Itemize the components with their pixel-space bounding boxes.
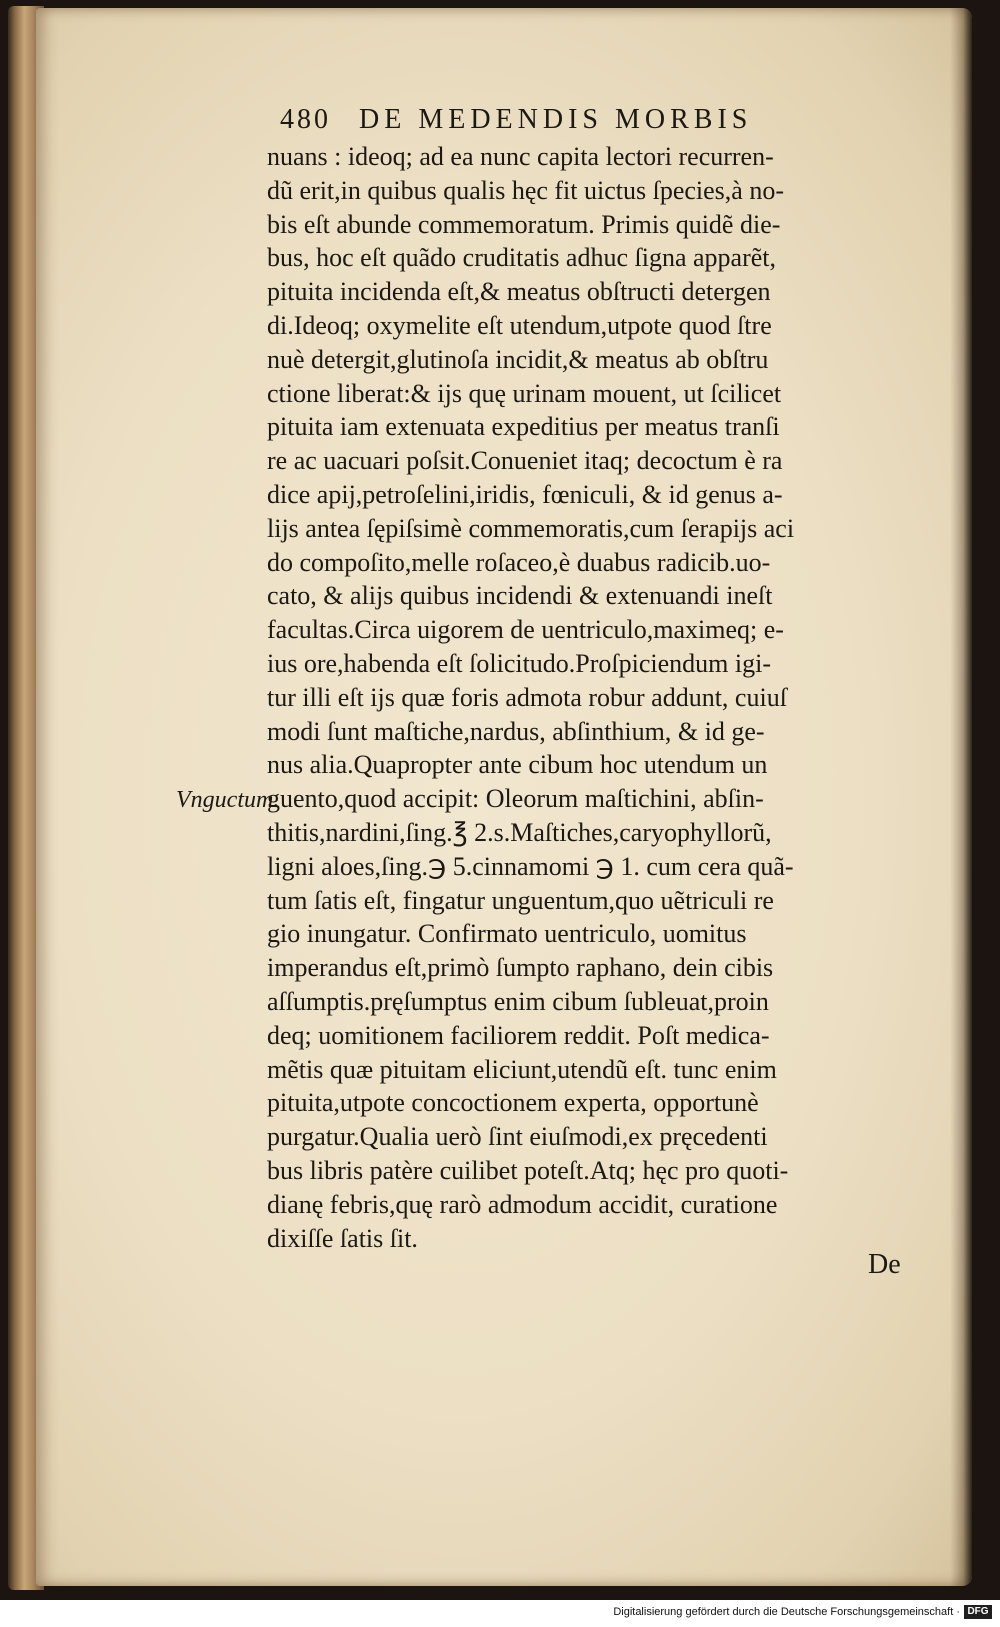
text-line: purgatur.Qualia uerò ſint eiuſmodi,ex pręcedenti [267,1122,768,1152]
text-line: do compoſito,melle roſaceo,è duabus radicib.uo- [267,547,771,577]
text-line: ctione liberat:& ijs quę urinam mouent, ut ſcilicet [267,378,782,408]
page-header [280,104,880,136]
body-text [267,140,887,1255]
text-line: guento,quod accipit: Oleorum maſtichini, abſin- [267,784,764,814]
text-line: di.Ideoq; oxymelite eſt utendum,utpote quod ſtre [267,310,772,340]
text-line: dixiſſe ſatis ſit. [267,1223,418,1253]
text-line: facultas.Circa uigorem de uentriculo,maximeq; e- [267,615,784,645]
text-line: thitis,nardini,ſing.℥ 2.s.Maſtiches,caryophyllorũ, [267,817,772,847]
text-line: gio inungatur. Confirmato uentriculo, uomitus [267,919,747,949]
text-line: lijs antea ſępiſsimè commemoratis,cum ſerapijs aci [267,513,795,543]
text-line: modi ſunt maſtiche,nardus, abſinthium, & id ge- [267,716,765,746]
dfg-logo-icon: DFG [964,1605,992,1619]
text-line: tur illi eſt ijs quæ foris admota robur addunt, cuiuſ [267,682,787,712]
text-line: deq; uomitionem faciliorem reddit. Poſt medica- [267,1020,770,1050]
text-line: cato, & alijs quibus incidendi & extenuandi ineſt [267,581,773,611]
text-line: pituita,utpote concoctionem experta, opportunè [267,1088,759,1118]
text-line: nuans : ideoq; ad ea nunc capita lectori recurren- [267,142,774,171]
text-line: bus, hoc eſt quãdo cruditatis adhuc ſigna apparẽt, [267,243,777,273]
text-line: nuè detergit,glutinoſa incidit,& meatus ab obſtru [267,344,769,374]
running-head: DE MEDENDIS MORBIS [359,104,753,135]
text-line: ius ore,habenda eſt ſolicitudo.Proſpiciendum igi- [267,648,772,678]
text-line: dice apij,petroſelini,iridis, fœniculi, & id genus a- [267,479,783,509]
page-number: 480 [280,104,331,135]
text-line: imperandus eſt,primò ſumpto raphano, dein cibis [267,953,774,983]
text-line: bis eſt abunde commemoratum. Primis quidẽ die- [267,209,781,239]
text-line: pituita incidenda eſt,& meatus obſtructi detergen [267,277,771,307]
text-line: aſſumptis.pręſumptus enim cibum ſubleuat,proin [267,986,769,1016]
text-line: re ac uacuari poſsit.Conueniet itaq; decoctum è ra [267,446,783,476]
text-line: mẽtis quæ pituitam eliciunt,utendũ eſt. tunc enim [267,1054,777,1084]
text-line: nus alia.Quapropter ante cibum hoc utendum un [267,750,768,780]
text-line: pituita iam extenuata expeditius per meatus tranſi [267,412,780,442]
text-line: ligni aloes,ſing.℈ 5.cinnamomi ℈ 1. cum cera quã- [267,851,794,881]
text-line: dũ erit,in quibus qualis hęc fit uictus ſpecies,à no- [267,175,784,205]
page-gutter-shadow [950,8,972,1586]
text-line: dianę febris,quę rarò admodum accidit, curatione [267,1189,778,1219]
footer-bar [0,1600,1000,1627]
digitization-credit: Digitalisierung gefördert durch die Deutsche Forschungsgemeinschaft · [613,1606,960,1618]
text-line: tum ſatis eſt, fingatur unguentum,quo uẽtriculi re [267,885,774,915]
text-line: bus libris patère cuilibet poteſt.Atq; hęc pro quoti- [267,1155,789,1185]
catchword: De [868,1249,901,1280]
marginal-note: Vnguctum. [176,787,280,813]
